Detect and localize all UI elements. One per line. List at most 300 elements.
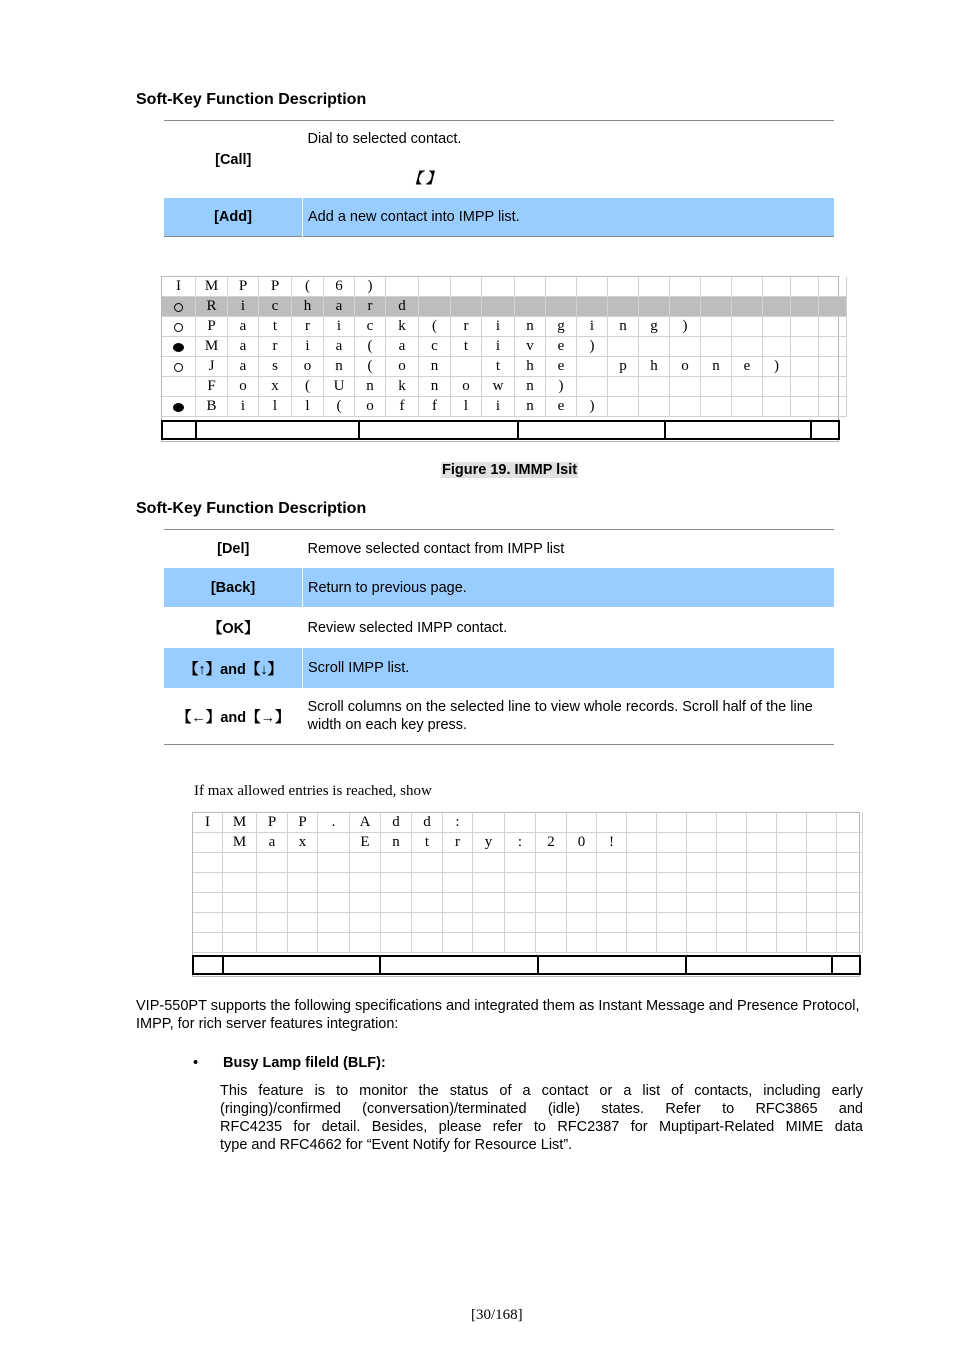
lcd-cell — [657, 873, 687, 893]
lcd-cell: d — [412, 813, 443, 833]
lcd-cell — [567, 933, 597, 953]
lcd-cell: h — [639, 357, 670, 377]
lcd-cell — [732, 297, 763, 317]
lcd-cell: A — [350, 813, 381, 833]
lcd-cell: a — [228, 317, 259, 337]
lcd-cell — [288, 873, 318, 893]
lcd-cell: p — [608, 357, 639, 377]
lcd-cell — [670, 377, 701, 397]
lcd-cell — [687, 913, 717, 933]
lcd-cell — [288, 913, 318, 933]
lcd-cell — [732, 377, 763, 397]
lcd-cell — [412, 933, 443, 953]
lcd-cell — [639, 397, 670, 417]
lcd-cell: ( — [292, 377, 324, 397]
lcd-cell: M — [223, 813, 257, 833]
lcd-cell: ( — [355, 337, 386, 357]
lcd-cell — [807, 833, 837, 853]
lcd-cell — [657, 933, 687, 953]
lcd-cell — [412, 913, 443, 933]
lcd-cell: ) — [577, 397, 608, 417]
blf-title: Busy Lamp fileld (BLF): — [223, 1055, 386, 1071]
lcd-cell: l — [259, 397, 292, 417]
lcd-cell — [318, 833, 350, 853]
lcd-cell — [791, 357, 819, 377]
lcd-cell — [819, 277, 847, 297]
lcd-cell: . — [318, 813, 350, 833]
softkey-leftright-desc: Scroll columns on the selected line to view whole records. Scroll half of the line width on each key press. — [307, 699, 813, 733]
lcd-cell: M — [223, 833, 257, 853]
lcd-cell: x — [288, 833, 318, 853]
lcd-cell — [687, 853, 717, 873]
lcd-cell: ) — [577, 337, 608, 357]
lcd-cell — [747, 853, 777, 873]
softkey-row-add — [164, 198, 834, 237]
softkey-row-back — [164, 568, 834, 607]
lcd-cell: P — [228, 277, 259, 297]
lcd-cell — [223, 893, 257, 913]
softkey-row-updown — [164, 648, 834, 688]
lcd-cell: o — [386, 357, 419, 377]
lcd-cell — [791, 317, 819, 337]
softkey-call-desc: Dial to selected contact. — [307, 131, 462, 147]
lcd-cell — [837, 913, 863, 933]
contact-status-icon — [174, 303, 183, 312]
lcd-cell — [567, 873, 597, 893]
lcd-cell — [732, 397, 763, 417]
lcd-cell: h — [515, 357, 546, 377]
lcd-cell: ( — [355, 357, 386, 377]
lcd-cell: d — [386, 297, 419, 317]
lcd-cell — [791, 297, 819, 317]
lcd-cell — [536, 913, 567, 933]
lcd-cell — [732, 277, 763, 297]
softkey-del-desc: Remove selected contact from IMPP list — [307, 541, 565, 557]
lcd-softkey-bar — [161, 420, 840, 440]
lcd-cell — [597, 873, 627, 893]
lcd-cell — [288, 853, 318, 873]
lcd-cell — [257, 873, 288, 893]
lcd-cell — [608, 397, 639, 417]
lcd-cell — [515, 297, 546, 317]
lcd-cell: e — [546, 337, 577, 357]
lcd-cell: f — [419, 397, 451, 417]
lcd-screen-impp-list — [161, 276, 839, 442]
lcd-cell: 0 — [567, 833, 597, 853]
lcd-cell — [732, 337, 763, 357]
lcd-cell — [687, 933, 717, 953]
lcd-cell — [473, 913, 505, 933]
lcd-cell: i — [228, 397, 259, 417]
lcd-cell — [193, 913, 223, 933]
lcd-cell — [443, 933, 473, 953]
lcd-cell: s — [259, 357, 292, 377]
lcd-cell — [350, 893, 381, 913]
blf-line-3: RFC4235 for detail. Besides, please refer to RFC2387 for Muptipart-Related MIME data — [220, 1119, 863, 1135]
blf-line-1: This feature is to monitor the status of a contact or a list of contacts, including early — [220, 1083, 863, 1099]
lcd-cell — [717, 933, 747, 953]
lcd-cell — [657, 813, 687, 833]
lcd-cell — [608, 277, 639, 297]
lcd-cell — [819, 297, 847, 317]
softkey-call-sub: 【 】 — [407, 171, 441, 187]
lcd-cell: a — [386, 337, 419, 357]
lcd-cell — [777, 933, 807, 953]
lcd-cell — [747, 873, 777, 893]
lcd-cell — [193, 893, 223, 913]
lcd-cell — [451, 297, 482, 317]
softkey-leftright-key: 【←】and【→】 — [176, 709, 290, 726]
lcd-cell: P — [257, 813, 288, 833]
lcd-cell: n — [515, 317, 546, 337]
softkey-back-key: [Back] — [164, 568, 303, 607]
lcd-cell — [350, 913, 381, 933]
lcd-cell — [577, 357, 608, 377]
lcd-cell — [837, 853, 863, 873]
lcd-cell — [717, 813, 747, 833]
lcd-cell: l — [292, 397, 324, 417]
lcd-cell — [473, 893, 505, 913]
lcd-cell: M — [196, 277, 228, 297]
lcd-cell — [807, 893, 837, 913]
lcd-cell — [747, 933, 777, 953]
lcd-cell — [318, 913, 350, 933]
lcd-cell — [546, 277, 577, 297]
lcd-cell — [837, 833, 863, 853]
lcd-cell — [443, 893, 473, 913]
lcd-cell — [763, 397, 791, 417]
lcd-cell — [451, 277, 482, 297]
lcd-cell — [837, 873, 863, 893]
lcd-cell — [670, 277, 701, 297]
lcd-cell: P — [196, 317, 228, 337]
lcd-cell — [639, 337, 670, 357]
softkey-updown-key: 【↑】and【↓】 — [164, 648, 303, 688]
lcd-cell — [747, 813, 777, 833]
blf-bullet: • — [193, 1055, 199, 1071]
lcd-cell — [837, 893, 863, 913]
lcd-cell: ) — [763, 357, 791, 377]
lcd-cell: c — [355, 317, 386, 337]
lcd-cell — [639, 277, 670, 297]
lcd-cell — [257, 893, 288, 913]
lcd-cell: g — [546, 317, 577, 337]
lcd-cell: ) — [670, 317, 701, 337]
lcd-cell: k — [386, 317, 419, 337]
lcd-cell — [318, 853, 350, 873]
softkey-back-desc: Return to previous page. — [303, 568, 835, 607]
lcd-cell: n — [355, 377, 386, 397]
lcd-cell: 2 — [536, 833, 567, 853]
lcd-cell — [536, 933, 567, 953]
lcd-cell — [627, 853, 657, 873]
lcd-cell: r — [355, 297, 386, 317]
lcd-cell — [717, 853, 747, 873]
lcd-cell: f — [386, 397, 419, 417]
lcd-cell — [505, 813, 536, 833]
lcd-cell — [701, 297, 732, 317]
blf-line-4: type and RFC4662 for “Event Notify for Resource List”. — [220, 1137, 573, 1153]
lcd-cell — [505, 893, 536, 913]
lcd-cell: R — [196, 297, 228, 317]
lcd-cell: i — [482, 397, 515, 417]
lcd-cell — [257, 853, 288, 873]
page-number: [30/168] — [471, 1307, 523, 1323]
lcd-cell: n — [515, 377, 546, 397]
lcd-cell — [473, 813, 505, 833]
lcd-cell — [763, 297, 791, 317]
lcd-cell — [515, 277, 546, 297]
softkey-row-del — [164, 530, 834, 569]
lcd-cell: P — [259, 277, 292, 297]
lcd-cell — [597, 913, 627, 933]
lcd-cell — [747, 913, 777, 933]
lcd-cell: ) — [355, 277, 386, 297]
lcd-cell — [162, 397, 196, 417]
lcd-cell — [687, 813, 717, 833]
blf-description — [220, 1082, 863, 1154]
lcd-cell — [597, 853, 627, 873]
lcd-cell — [288, 893, 318, 913]
lcd-cell: e — [546, 397, 577, 417]
lcd-cell — [687, 893, 717, 913]
lcd-cell: o — [228, 377, 259, 397]
lcd-cell: g — [639, 317, 670, 337]
softkey-updown-desc: Scroll IMPP list. — [303, 648, 835, 688]
lcd-cell — [162, 337, 196, 357]
lcd-cell — [482, 297, 515, 317]
lcd-cell: o — [355, 397, 386, 417]
lcd-cell — [419, 277, 451, 297]
lcd-cell — [701, 317, 732, 337]
lcd-cell — [193, 933, 223, 953]
lcd-cell — [807, 813, 837, 833]
lcd-cell: : — [443, 813, 473, 833]
lcd-cell — [381, 853, 412, 873]
lcd-cell — [443, 913, 473, 933]
lcd-cell — [763, 277, 791, 297]
lcd-cell — [777, 853, 807, 873]
figure-caption: Figure 19. IMMP lsit — [442, 462, 578, 478]
lcd-cell — [777, 913, 807, 933]
lcd-cell — [701, 277, 732, 297]
softkey-row-leftright — [164, 688, 834, 745]
lcd-cell: t — [259, 317, 292, 337]
contact-status-icon — [173, 343, 184, 352]
lcd-cell — [546, 297, 577, 317]
lcd-cell — [747, 833, 777, 853]
lcd-cell — [223, 873, 257, 893]
lcd-cell: E — [350, 833, 381, 853]
lcd-cell — [791, 397, 819, 417]
lcd-cell — [657, 833, 687, 853]
lcd-cell — [257, 913, 288, 933]
lcd-cell — [763, 377, 791, 397]
lcd-cell: w — [482, 377, 515, 397]
softkey-ok-desc: Review selected IMPP contact. — [307, 619, 508, 636]
lcd-cell: ! — [597, 833, 627, 853]
lcd-cell — [819, 357, 847, 377]
lcd-cell: o — [670, 357, 701, 377]
lcd-cell — [381, 933, 412, 953]
lcd-cell — [482, 277, 515, 297]
lcd-cell: r — [259, 337, 292, 357]
lcd-cell — [386, 277, 419, 297]
lcd-cell — [318, 933, 350, 953]
lcd-cell: a — [228, 357, 259, 377]
lcd-cell: c — [259, 297, 292, 317]
lcd-cell — [819, 317, 847, 337]
lcd-cell — [608, 377, 639, 397]
lcd-cell — [473, 933, 505, 953]
lcd-cell — [597, 893, 627, 913]
lcd-cell — [763, 337, 791, 357]
lcd-cell: I — [162, 277, 196, 297]
lcd-cell — [412, 873, 443, 893]
lcd-cell — [639, 297, 670, 317]
lcd-cell — [193, 833, 223, 853]
spec-intro-paragraph: VIP-550PT supports the following specifications and integrated them as Instant Message and Presence Protocol, IMPP, for rich server features integration: — [136, 998, 860, 1032]
softkey-call-cell — [303, 121, 835, 199]
lcd-cell: n — [419, 357, 451, 377]
lcd-cell — [536, 853, 567, 873]
lcd-cell — [505, 873, 536, 893]
lcd-cell — [791, 377, 819, 397]
lcd-cell — [837, 933, 863, 953]
softkey-table-2 — [164, 529, 834, 745]
lcd-cell — [819, 337, 847, 357]
contact-status-icon — [173, 403, 184, 412]
lcd-cell — [807, 933, 837, 953]
lcd-cell — [443, 873, 473, 893]
lcd-cell — [257, 933, 288, 953]
lcd-cell — [717, 833, 747, 853]
lcd-cell — [701, 377, 732, 397]
lcd-cell — [627, 913, 657, 933]
lcd-cell — [567, 853, 597, 873]
lcd-cell: e — [546, 357, 577, 377]
lcd-cell: F — [196, 377, 228, 397]
lcd-cell — [162, 357, 196, 377]
lcd-cell — [193, 853, 223, 873]
lcd-cell — [717, 913, 747, 933]
lcd-cell — [717, 893, 747, 913]
lcd-cell — [350, 873, 381, 893]
lcd-cell: ) — [546, 377, 577, 397]
lcd-cell: n — [701, 357, 732, 377]
max-entries-note: If max allowed entries is reached, show — [194, 783, 432, 799]
lcd-cell: i — [482, 337, 515, 357]
lcd-cell — [791, 337, 819, 357]
lcd-cell: i — [292, 337, 324, 357]
lcd-cell: 6 — [324, 277, 355, 297]
lcd-cell: a — [324, 337, 355, 357]
lcd-cell — [567, 813, 597, 833]
lcd-cell — [162, 297, 196, 317]
lcd-cell — [701, 397, 732, 417]
lcd-cell: t — [451, 337, 482, 357]
lcd-cell: n — [419, 377, 451, 397]
lcd-cell: r — [292, 317, 324, 337]
lcd-cell — [567, 913, 597, 933]
contact-status-icon — [174, 323, 183, 332]
lcd-cell — [381, 893, 412, 913]
lcd-cell — [318, 893, 350, 913]
lcd-cell — [791, 277, 819, 297]
lcd-cell: ( — [292, 277, 324, 297]
lcd-cell — [807, 913, 837, 933]
lcd-screen-max-entry — [192, 812, 860, 977]
lcd-cell — [193, 873, 223, 893]
softkey-row-call — [164, 121, 834, 199]
lcd-cell — [505, 913, 536, 933]
lcd-cell — [350, 853, 381, 873]
lcd-cell: a — [257, 833, 288, 853]
lcd-cell: h — [292, 297, 324, 317]
lcd-cell — [627, 933, 657, 953]
softkey-del-key: [Del] — [217, 541, 250, 557]
lcd-cell: o — [292, 357, 324, 377]
lcd-cell — [777, 873, 807, 893]
lcd-cell: t — [412, 833, 443, 853]
lcd-cell: n — [515, 397, 546, 417]
lcd-cell — [597, 933, 627, 953]
softkey-table-1 — [164, 120, 834, 237]
softkey-row-ok — [164, 607, 834, 648]
lcd-cell — [701, 337, 732, 357]
lcd-cell — [687, 873, 717, 893]
lcd-cell: U — [324, 377, 355, 397]
lcd-cell — [536, 893, 567, 913]
lcd-cell — [162, 317, 196, 337]
lcd-cell — [162, 377, 196, 397]
lcd-cell — [627, 813, 657, 833]
lcd-cell: r — [443, 833, 473, 853]
lcd-cell: a — [228, 337, 259, 357]
lcd-cell — [473, 873, 505, 893]
lcd-cell — [536, 873, 567, 893]
lcd-cell: P — [288, 813, 318, 833]
lcd-cell — [318, 873, 350, 893]
lcd-cell — [670, 337, 701, 357]
lcd-cell: k — [386, 377, 419, 397]
lcd-cell — [627, 833, 657, 853]
lcd-cell — [443, 853, 473, 873]
lcd-cell: l — [451, 397, 482, 417]
lcd-cell: v — [515, 337, 546, 357]
lcd-cell — [807, 873, 837, 893]
lcd-cell: I — [193, 813, 223, 833]
lcd-cell — [608, 337, 639, 357]
lcd-cell: i — [228, 297, 259, 317]
lcd-cell: ( — [419, 317, 451, 337]
lcd-cell — [639, 377, 670, 397]
lcd-cell: n — [381, 833, 412, 853]
softkey-slot — [163, 422, 812, 438]
lcd-cell: M — [196, 337, 228, 357]
lcd-cell — [837, 813, 863, 833]
blf-line-2: (ringing)/confirmed (conversation)/terminated (idle) states. Refer to RFC3865 and — [220, 1101, 863, 1117]
softkey-add-key: [Add] — [164, 198, 303, 237]
lcd-cell — [567, 893, 597, 913]
lcd-cell: J — [196, 357, 228, 377]
lcd-cell: i — [482, 317, 515, 337]
section-heading-1: Soft-Key Function Description — [136, 91, 367, 108]
lcd-cell — [505, 933, 536, 953]
lcd-cell — [763, 317, 791, 337]
lcd-cell — [223, 913, 257, 933]
lcd-cell — [819, 377, 847, 397]
